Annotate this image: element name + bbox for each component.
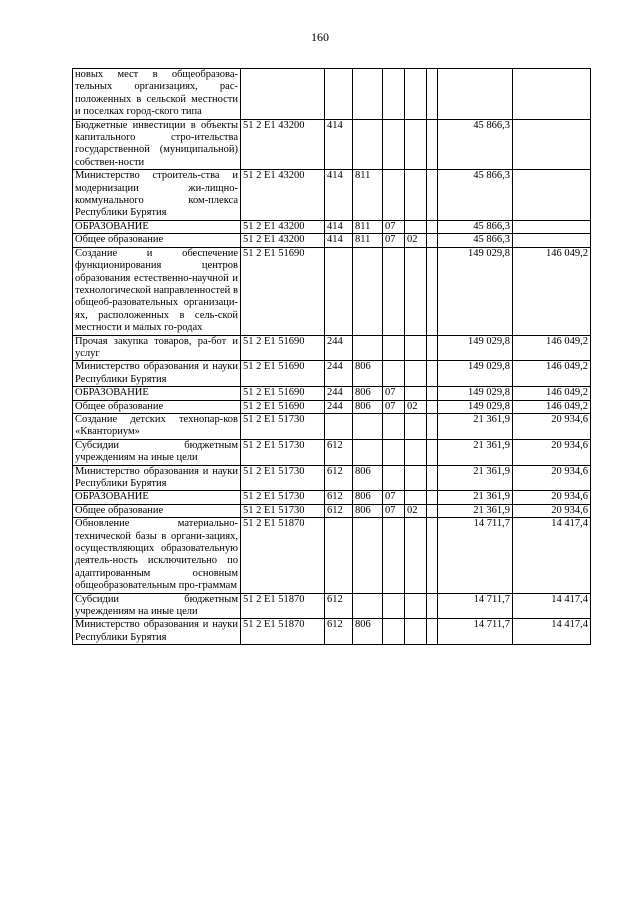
cell-sum-2021: 14 711,7 xyxy=(438,619,513,645)
cell-section: 07 xyxy=(383,400,405,413)
cell-section xyxy=(383,413,405,439)
cell-subsection xyxy=(405,335,427,361)
cell-department: 806 xyxy=(353,361,383,387)
cell-subsection: 02 xyxy=(405,234,427,247)
cell-expense-type: 244 xyxy=(325,400,353,413)
cell-sum-2020 xyxy=(427,413,438,439)
cell-subsection xyxy=(405,518,427,593)
cell-name: Общее образование xyxy=(73,400,241,413)
cell-subsection xyxy=(405,170,427,221)
cell-section xyxy=(383,593,405,619)
table-row xyxy=(73,593,591,619)
cell-sum-2020 xyxy=(427,518,438,593)
cell-name: Субсидии бюджетным учреждениям на иные цели xyxy=(73,593,241,619)
cell-sum-2022 xyxy=(513,220,591,233)
cell-sum-2021: 21 361,9 xyxy=(438,413,513,439)
cell-subsection xyxy=(405,593,427,619)
cell-sum-2020 xyxy=(427,69,438,120)
cell-section xyxy=(383,170,405,221)
cell-expense-type xyxy=(325,69,353,120)
cell-subsection xyxy=(405,247,427,335)
cell-sum-2021 xyxy=(438,69,513,120)
cell-subsection: 02 xyxy=(405,504,427,517)
cell-sum-2022: 14 417,4 xyxy=(513,518,591,593)
cell-expense-type: 612 xyxy=(325,593,353,619)
cell-target-article: 51 2 E1 51690 xyxy=(241,400,325,413)
cell-section xyxy=(383,361,405,387)
cell-department: 806 xyxy=(353,400,383,413)
cell-section: 07 xyxy=(383,504,405,517)
cell-target-article: 51 2 E1 51690 xyxy=(241,361,325,387)
cell-name: ОБРАЗОВАНИЕ xyxy=(73,387,241,400)
cell-target-article: 51 2 E1 43200 xyxy=(241,170,325,221)
cell-section xyxy=(383,335,405,361)
table-row xyxy=(73,491,591,504)
cell-sum-2020 xyxy=(427,234,438,247)
cell-department: 806 xyxy=(353,504,383,517)
cell-sum-2020 xyxy=(427,619,438,645)
cell-target-article: 51 2 E1 51690 xyxy=(241,335,325,361)
cell-subsection xyxy=(405,361,427,387)
cell-section: 07 xyxy=(383,234,405,247)
cell-sum-2022 xyxy=(513,170,591,221)
cell-sum-2021: 149 029,8 xyxy=(438,387,513,400)
cell-sum-2021: 21 361,9 xyxy=(438,491,513,504)
cell-sum-2020 xyxy=(427,400,438,413)
cell-department xyxy=(353,518,383,593)
cell-expense-type: 612 xyxy=(325,439,353,465)
cell-sum-2020 xyxy=(427,465,438,491)
cell-target-article: 51 2 E1 51870 xyxy=(241,593,325,619)
cell-department xyxy=(353,69,383,120)
cell-sum-2020 xyxy=(427,491,438,504)
cell-expense-type: 244 xyxy=(325,335,353,361)
cell-sum-2022: 20 934,6 xyxy=(513,439,591,465)
cell-name: Министерство образования и науки Республики Бурятия xyxy=(73,361,241,387)
cell-name: новых мест в общеобразова-тельных организациях, рас-положенных в сельской местности и поселках город-ского типа xyxy=(73,69,241,120)
cell-subsection xyxy=(405,119,427,170)
table-row xyxy=(73,247,591,335)
cell-sum-2022: 14 417,4 xyxy=(513,619,591,645)
cell-name: Создание детских технопар-ков «Кванториум» xyxy=(73,413,241,439)
cell-sum-2022: 14 417,4 xyxy=(513,593,591,619)
cell-sum-2022 xyxy=(513,119,591,170)
cell-sum-2020 xyxy=(427,220,438,233)
cell-department xyxy=(353,439,383,465)
cell-name: ОБРАЗОВАНИЕ xyxy=(73,220,241,233)
cell-target-article: 51 2 E1 51690 xyxy=(241,247,325,335)
cell-sum-2022 xyxy=(513,69,591,120)
cell-expense-type: 244 xyxy=(325,361,353,387)
cell-name: Бюджетные инвестиции в объекты капитального стро-ительства государственной (муниципальной) собствен-ности xyxy=(73,119,241,170)
cell-sum-2020 xyxy=(427,361,438,387)
cell-name: Министерство образования и науки Республики Бурятия xyxy=(73,465,241,491)
cell-department: 806 xyxy=(353,465,383,491)
cell-name: Общее образование xyxy=(73,234,241,247)
cell-name: Общее образование xyxy=(73,504,241,517)
cell-sum-2021: 149 029,8 xyxy=(438,361,513,387)
cell-section xyxy=(383,119,405,170)
cell-expense-type xyxy=(325,518,353,593)
cell-sum-2022: 146 049,2 xyxy=(513,335,591,361)
cell-section: 07 xyxy=(383,491,405,504)
cell-name: Прочая закупка товаров, ра-бот и услуг xyxy=(73,335,241,361)
cell-target-article: 51 2 E1 51730 xyxy=(241,491,325,504)
cell-name: Министерство образования и науки Республики Бурятия xyxy=(73,619,241,645)
cell-department: 811 xyxy=(353,170,383,221)
cell-sum-2021: 45 866,3 xyxy=(438,234,513,247)
cell-department: 811 xyxy=(353,234,383,247)
cell-department: 806 xyxy=(353,387,383,400)
budget-table xyxy=(72,68,591,645)
cell-target-article: 51 2 E1 43200 xyxy=(241,119,325,170)
cell-section: 07 xyxy=(383,387,405,400)
cell-sum-2022: 146 049,2 xyxy=(513,361,591,387)
cell-sum-2020 xyxy=(427,439,438,465)
cell-expense-type: 612 xyxy=(325,491,353,504)
cell-sum-2021: 14 711,7 xyxy=(438,518,513,593)
cell-sum-2021: 149 029,8 xyxy=(438,335,513,361)
cell-expense-type: 244 xyxy=(325,387,353,400)
cell-department xyxy=(353,119,383,170)
cell-section xyxy=(383,619,405,645)
cell-section xyxy=(383,465,405,491)
cell-expense-type xyxy=(325,413,353,439)
cell-name: Министерство строитель-ства и модернизации жи-лищно-коммунального ком-плекса Республики Бурятия xyxy=(73,170,241,221)
table-row xyxy=(73,518,591,593)
cell-expense-type: 414 xyxy=(325,220,353,233)
cell-expense-type: 612 xyxy=(325,504,353,517)
cell-subsection xyxy=(405,619,427,645)
cell-sum-2022: 20 934,6 xyxy=(513,465,591,491)
cell-sum-2022: 20 934,6 xyxy=(513,491,591,504)
cell-subsection xyxy=(405,413,427,439)
cell-department: 811 xyxy=(353,220,383,233)
table-row xyxy=(73,335,591,361)
table-row xyxy=(73,413,591,439)
cell-sum-2021: 149 029,8 xyxy=(438,400,513,413)
cell-sum-2022 xyxy=(513,234,591,247)
cell-section: 07 xyxy=(383,220,405,233)
cell-subsection xyxy=(405,387,427,400)
cell-expense-type: 414 xyxy=(325,170,353,221)
table-row xyxy=(73,465,591,491)
cell-sum-2022: 20 934,6 xyxy=(513,413,591,439)
cell-department xyxy=(353,335,383,361)
cell-sum-2020 xyxy=(427,170,438,221)
table-row xyxy=(73,400,591,413)
cell-sum-2021: 21 361,9 xyxy=(438,504,513,517)
cell-target-article: 51 2 E1 51690 xyxy=(241,387,325,400)
cell-department: 806 xyxy=(353,619,383,645)
page-number: 160 xyxy=(311,30,329,44)
cell-department xyxy=(353,593,383,619)
cell-sum-2020 xyxy=(427,119,438,170)
cell-target-article: 51 2 E1 51870 xyxy=(241,619,325,645)
cell-target-article: 51 2 E1 43200 xyxy=(241,220,325,233)
cell-target-article xyxy=(241,69,325,120)
cell-name: ОБРАЗОВАНИЕ xyxy=(73,491,241,504)
table-row xyxy=(73,234,591,247)
cell-sum-2022: 20 934,6 xyxy=(513,504,591,517)
table-row xyxy=(73,220,591,233)
cell-department: 806 xyxy=(353,491,383,504)
cell-subsection xyxy=(405,220,427,233)
table-row xyxy=(73,619,591,645)
cell-subsection xyxy=(405,439,427,465)
cell-sum-2021: 21 361,9 xyxy=(438,465,513,491)
cell-sum-2021: 45 866,3 xyxy=(438,220,513,233)
cell-name: Обновление материально-технической базы в органи-зациях, осуществляющих образовательную деятель-ность исключительно по адаптированным основным общеобразовательным про-граммам xyxy=(73,518,241,593)
cell-sum-2022: 146 049,2 xyxy=(513,247,591,335)
cell-expense-type: 612 xyxy=(325,619,353,645)
cell-name: Создание и обеспечение функционирования центров образования естественно-научной и технологической направленностей в общеоб-разовательных организаци-ях, расположенных в сель-ской местности и малых го-родах xyxy=(73,247,241,335)
cell-expense-type: 414 xyxy=(325,119,353,170)
cell-sum-2021: 14 711,7 xyxy=(438,593,513,619)
table-row xyxy=(73,387,591,400)
cell-subsection xyxy=(405,491,427,504)
cell-sum-2020 xyxy=(427,387,438,400)
cell-sum-2020 xyxy=(427,593,438,619)
cell-sum-2021: 149 029,8 xyxy=(438,247,513,335)
cell-subsection xyxy=(405,465,427,491)
cell-section xyxy=(383,518,405,593)
cell-subsection: 02 xyxy=(405,400,427,413)
cell-sum-2020 xyxy=(427,504,438,517)
cell-department xyxy=(353,247,383,335)
cell-sum-2020 xyxy=(427,335,438,361)
cell-sum-2022: 146 049,2 xyxy=(513,387,591,400)
table-row xyxy=(73,170,591,221)
cell-subsection xyxy=(405,69,427,120)
table-row xyxy=(73,504,591,517)
cell-target-article: 51 2 E1 51730 xyxy=(241,504,325,517)
cell-sum-2021: 45 866,3 xyxy=(438,170,513,221)
table-row xyxy=(73,361,591,387)
cell-sum-2022: 146 049,2 xyxy=(513,400,591,413)
cell-department xyxy=(353,413,383,439)
cell-sum-2021: 45 866,3 xyxy=(438,119,513,170)
cell-target-article: 51 2 E1 43200 xyxy=(241,234,325,247)
cell-section xyxy=(383,247,405,335)
cell-sum-2020 xyxy=(427,247,438,335)
cell-section xyxy=(383,69,405,120)
cell-sum-2021: 21 361,9 xyxy=(438,439,513,465)
cell-expense-type: 612 xyxy=(325,465,353,491)
table-row xyxy=(73,119,591,170)
cell-expense-type xyxy=(325,247,353,335)
table-row xyxy=(73,69,591,120)
table-row xyxy=(73,439,591,465)
cell-name: Субсидии бюджетным учреждениям на иные цели xyxy=(73,439,241,465)
cell-target-article: 51 2 E1 51870 xyxy=(241,518,325,593)
cell-target-article: 51 2 E1 51730 xyxy=(241,413,325,439)
cell-section xyxy=(383,439,405,465)
cell-expense-type: 414 xyxy=(325,234,353,247)
cell-target-article: 51 2 E1 51730 xyxy=(241,465,325,491)
cell-target-article: 51 2 E1 51730 xyxy=(241,439,325,465)
